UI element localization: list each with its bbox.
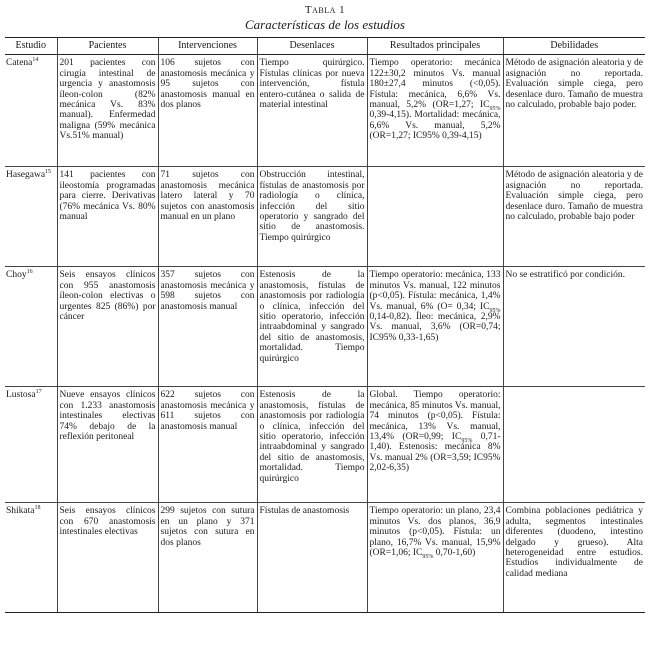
outcomes-cell: Estenosis de la anastomosis, fístulas de anastomosis por radiología o clínica, infección del sitio operatorio, infección intraabdominal y sangrado del sitio de anastomosis, mortalidad. Tiempo quirúrgico: [257, 387, 367, 503]
studies-table: [5, 37, 645, 613]
interventions-cell: 71 sujetos con anastomosis mecánica latero lateral y 70 sujetos con anastomosis manual en un plano: [158, 167, 257, 267]
weaknesses-cell: Combina poblaciones pediátrica y adulta, segmentos intestinales diferentes (duodeno, intestino delgado y grueso). Alta heterogeneidad entre estudios. Estudios individualmente de calidad mediana: [503, 503, 645, 613]
results-cell: [367, 503, 503, 613]
results-cell: [367, 167, 503, 267]
interventions-cell: 106 sujetos con anastomosis mecánica y 95 sujetos con anastomosis manual en dos planos: [158, 55, 257, 167]
study-name: Catena: [6, 58, 33, 69]
study-name: Shikata: [6, 506, 35, 517]
patients-cell: 141 pacientes con ileostomía programadas para cierre. Derivativas (76% mecánica Vs. 80% manual: [57, 167, 158, 267]
header-study: Estudio: [5, 38, 57, 55]
results-cell: [367, 387, 503, 503]
reference-number: 17: [35, 389, 42, 396]
patients-cell: Seis ensayos clínicos con 670 anastomosis intestinales electivas: [57, 503, 158, 613]
header-results: Resultados principales: [367, 38, 503, 55]
table-row: [5, 167, 645, 267]
results-text: Tiempo operatorio: un plano, 23,4 minutos Vs. dos planos, 36,9 minutos (p<0,05). Fístula: un plano, 16,7% Vs. manual, 15,9% (OR=1,06; IC: [369, 506, 501, 559]
table-header-row: [5, 38, 645, 55]
confidence-subscript: 95%: [422, 553, 434, 560]
weaknesses-cell: No se estratificó por condición.: [503, 267, 645, 387]
outcomes-cell: Estenosis de la anastomosis, fístulas de anastomosis por radiología o clínica, infección del sitio operatorio, infección intraabdominal y sangrado del sitio de anastomosis, mortalidad. Tiempo quirúrgico: [257, 267, 367, 387]
results-text: 0,14-0,82). Íleo: mecánica, 2,9% Vs. manual, 3,6% (OR=0,74; IC95% 0,33-1,65): [369, 312, 501, 343]
study-name: Choy: [6, 270, 27, 281]
table-title: Características de los estudios: [245, 17, 405, 32]
study-name: Hasegawa: [6, 170, 46, 181]
weaknesses-cell: Método de asignación aleatoria y de asignación no reportada. Evaluación simple ciega, pero desenlace duro. Tamaño de muestra no calculado, probable bajo poder.: [503, 55, 645, 167]
results-text: Tiempo operatorio: mecánica 122±30,2 minutos Vs. manual 180±27,4 minutos (<0,05). Fístula: mecánica, 6,6% Vs. manual, 5,2% (OR=1,27; IC: [369, 58, 501, 111]
outcomes-cell: Obstrucción intestinal, fístulas de anastomosis por radiología o clínica, infección del sitio operatorio y sangrado del sitio de anastomosis. Tiempo quirúrgico: [257, 167, 367, 267]
reference-number: 14: [32, 57, 39, 64]
results-text: 0,39-4,15). Mortalidad: mecánica, 6,6% Vs. manual, 5,2% (OR=1,27; IC95% 0,39-4,15): [369, 110, 501, 142]
patients-cell: Nueve ensayos clínicos con 1.233 anastomosis intestinales electivas 74% debajo de la reflexión peritoneal: [57, 387, 158, 503]
results-cell: [367, 55, 503, 167]
weaknesses-cell: [503, 387, 645, 503]
results-text: Tiempo operatorio: mecánica, 133 minutos Vs. manual, 122 minutos (p<0,05). Fístula: mecánica, 1,4% Vs. manual, 6% (O= 0,34; IC: [369, 270, 501, 312]
table-row: [5, 387, 645, 503]
header-patients: Pacientes: [57, 38, 158, 55]
results-text: Global. Tiempo operatorio: mecánica, 85 minutos Vs. manual, 74 minutos (p<0,05). Fístula: mecánica, 13% Vs. manual, 13,4% (OR=0,99; IC: [369, 390, 501, 443]
reference-number: 18: [34, 505, 41, 512]
header-outcomes: Desenlaces: [257, 38, 367, 55]
confidence-subscript: 95%: [489, 307, 501, 314]
outcomes-cell: Tiempo quirúrgico. Fístulas clínicas por nueva intervención, fístula entero-cutánea o salida de material intestinal: [257, 55, 367, 167]
interventions-cell: 299 sujetos con sutura en un plano y 371 sujetos con sutura en dos planos: [158, 503, 257, 613]
interventions-cell: 357 sujetos con anastomosis mecánica y 598 sujetos con anastomosis manual: [158, 267, 257, 387]
study-cell: [5, 267, 57, 387]
confidence-subscript: 95%: [489, 105, 501, 112]
study-cell: [5, 387, 57, 503]
patients-cell: 201 pacientes con cirugía intestinal de urgencia y anastomosis íleon-colon (82% mecánica Vs. 83% manual). Enfermedad maligna (59% mecánica Vs.51% manual): [57, 55, 158, 167]
table-row: [5, 55, 645, 167]
table-number: Tabla 1: [304, 4, 346, 16]
results-text: 0,71-1,40). Estenosis: mecánica 8% Vs. manual 2% (OR=3,59; IC95% 2,02-6,35): [369, 432, 501, 474]
study-cell: [5, 55, 57, 167]
header-weaknesses: Debilidades: [503, 38, 645, 55]
study-cell: [5, 503, 57, 613]
patients-cell: Seis ensayos clínicos con 955 anastomosis íleon-colon electivas o urgentes 825 (86%) por cáncer: [57, 267, 158, 387]
results-text: 0,70-1,60): [433, 548, 476, 559]
study-name: Lustosa: [6, 390, 36, 401]
reference-number: 16: [26, 269, 33, 276]
results-cell: [367, 267, 503, 387]
interventions-cell: 622 sujetos con anastomosis mecánica y 611 sujetos con anastomosis manual: [158, 387, 257, 503]
confidence-subscript: 95%: [461, 437, 473, 444]
weaknesses-cell: Método de asignación aleatoria y de asignación no reportada. Evaluación simple ciega, pero desenlace duro. Tamaño de muestra no calculado, probable bajo poder: [503, 167, 645, 267]
table-row: [5, 267, 645, 387]
outcomes-cell: Fístulas de anastomosis: [257, 503, 367, 613]
study-cell: [5, 167, 57, 267]
header-interventions: Intervenciones: [158, 38, 257, 55]
reference-number: 15: [45, 169, 52, 176]
table-row: [5, 503, 645, 613]
